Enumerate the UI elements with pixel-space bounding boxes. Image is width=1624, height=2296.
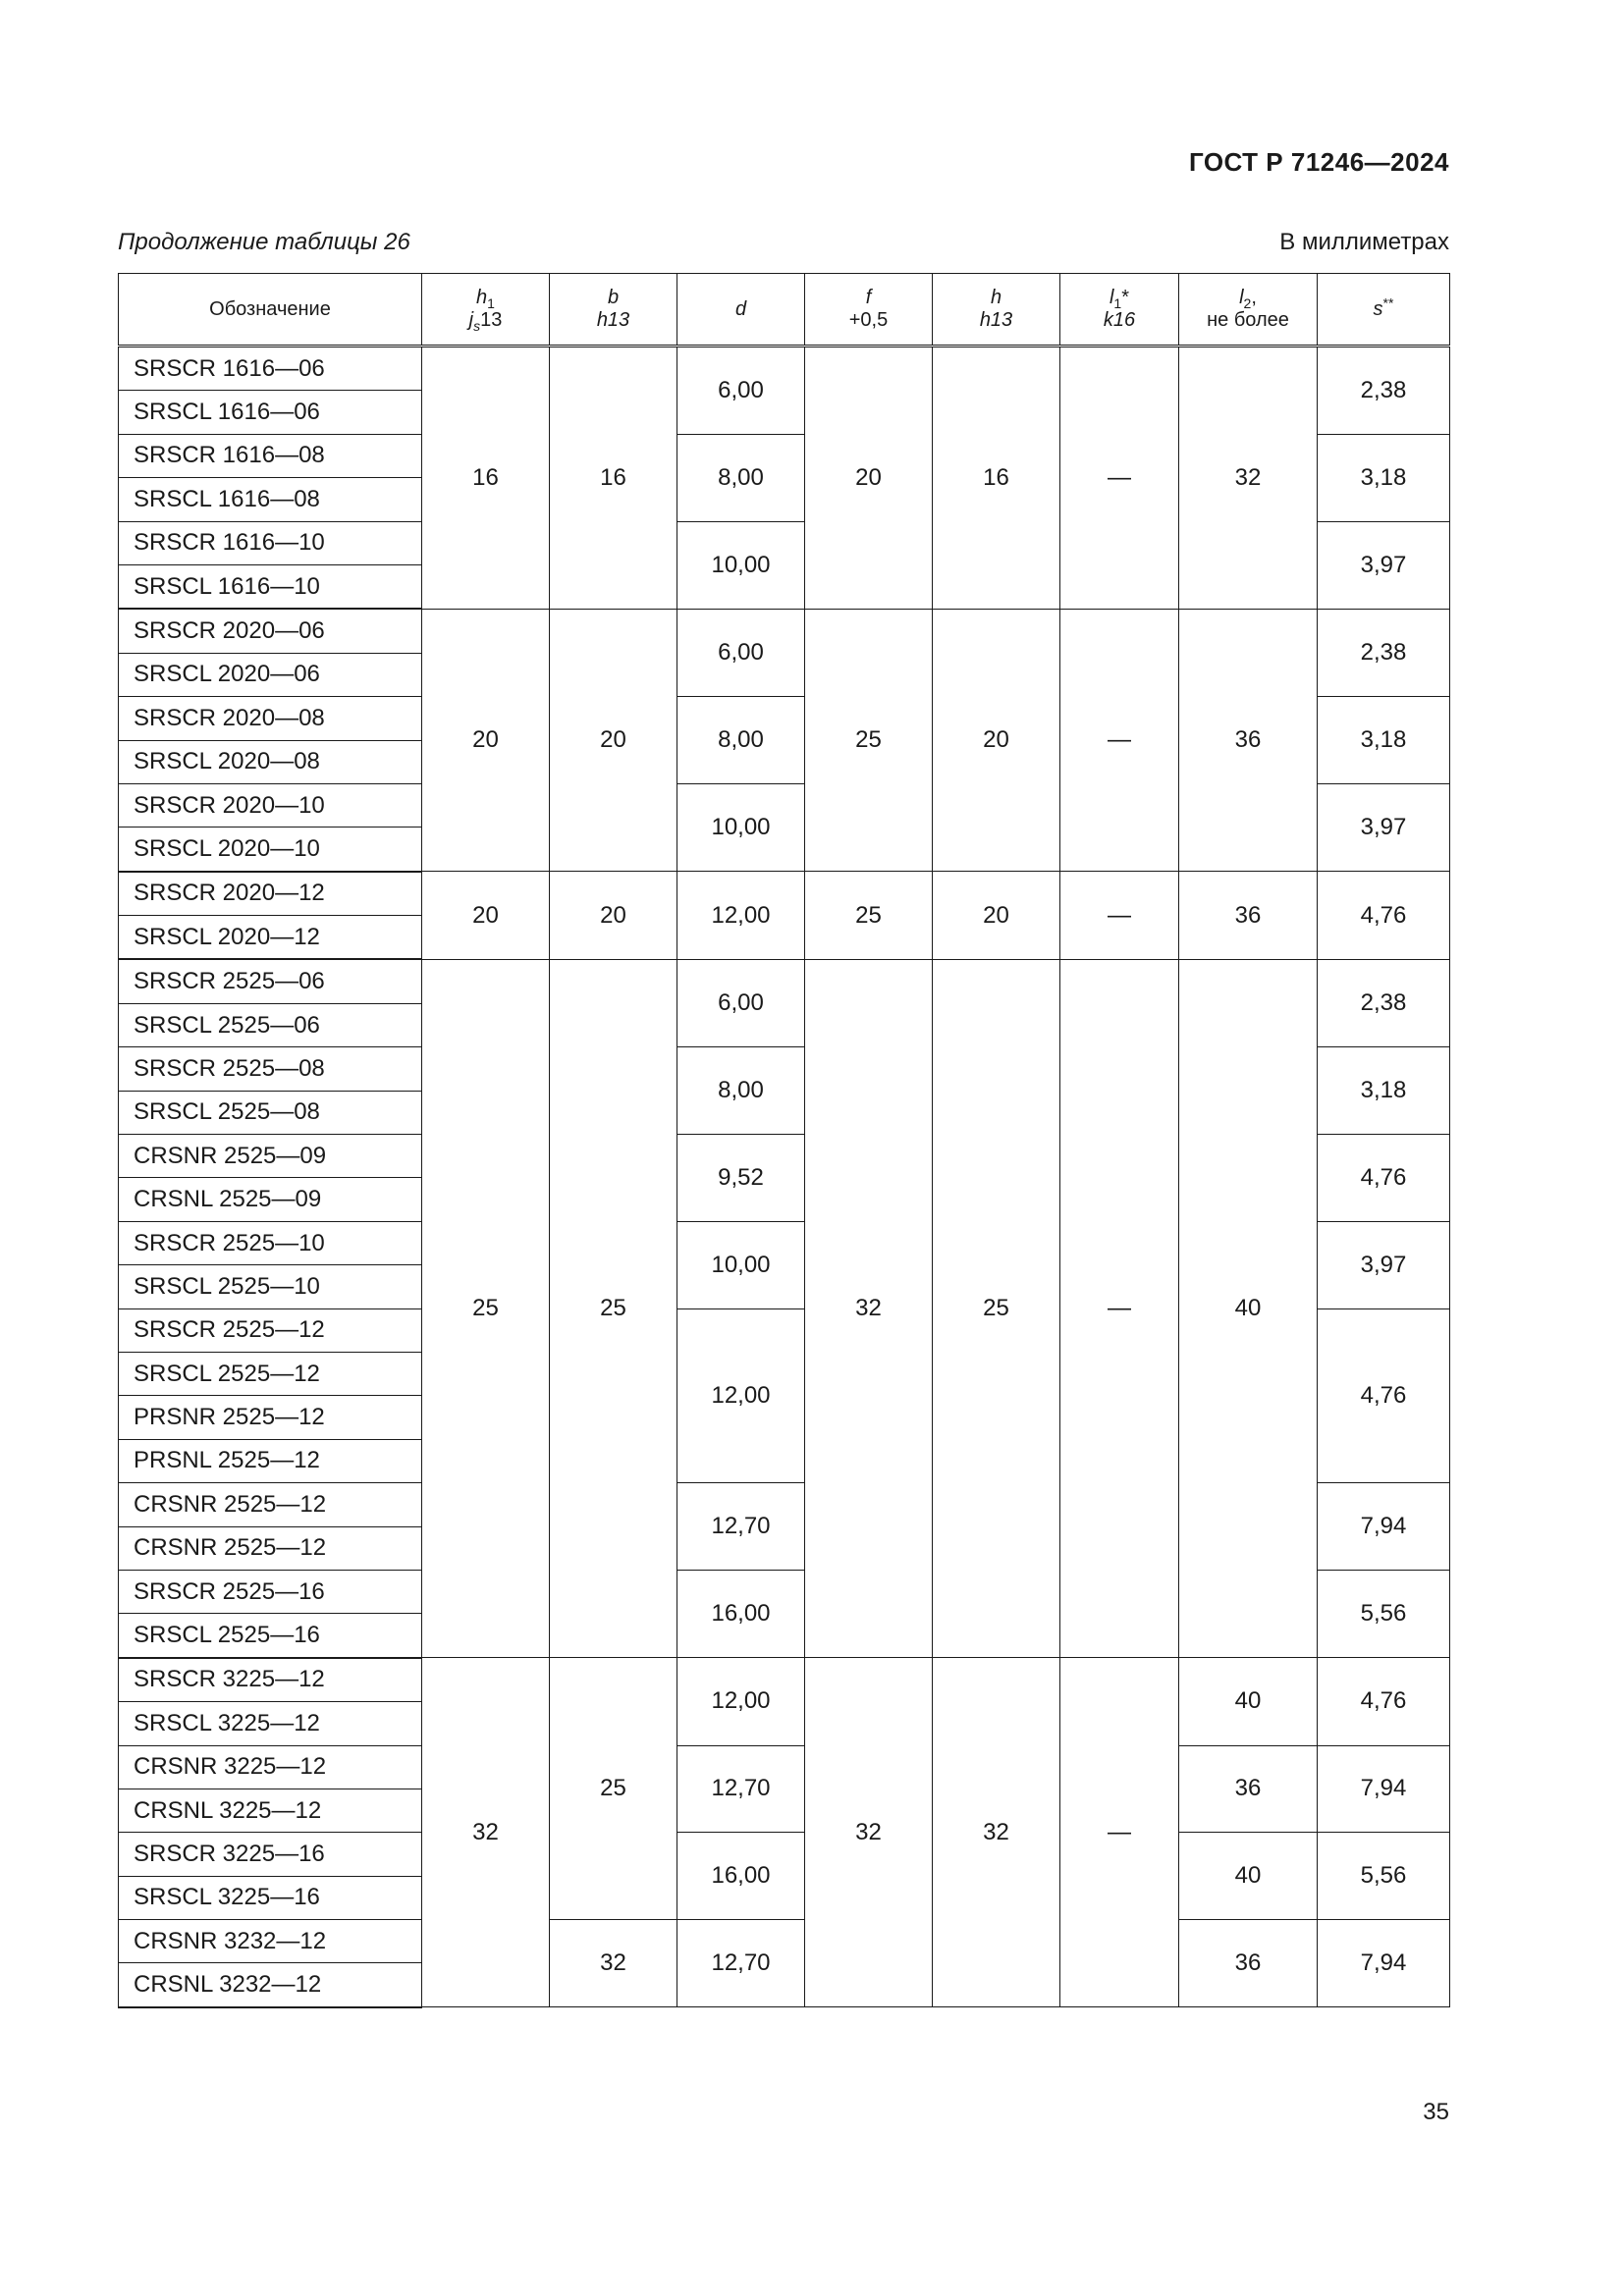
document-code: ГОСТ Р 71246—2024 bbox=[1188, 147, 1449, 177]
designation-cell: CRSNL 3225—12 bbox=[119, 1789, 422, 1832]
designation-cell: SRSCR 2525—08 bbox=[119, 1047, 422, 1091]
s-cell: 5,56 bbox=[1318, 1833, 1450, 1920]
designation-cell: CRSNL 3232—12 bbox=[119, 1963, 422, 2007]
designation-cell: SRSCR 2020—10 bbox=[119, 783, 422, 827]
l1-cell: — bbox=[1060, 1658, 1179, 2007]
designation-cell: SRSCR 2525—12 bbox=[119, 1308, 422, 1352]
s-cell: 4,76 bbox=[1318, 1308, 1450, 1483]
col-header-f: f +0,5 bbox=[805, 274, 933, 347]
designation-cell: CRSNR 2525—09 bbox=[119, 1135, 422, 1178]
d-cell: 6,00 bbox=[677, 347, 805, 435]
s-cell: 3,18 bbox=[1318, 1047, 1450, 1135]
b-cell: 20 bbox=[550, 872, 677, 960]
dimensions-table bbox=[118, 273, 1450, 2008]
table-row bbox=[119, 1745, 1450, 1789]
s-cell: 5,56 bbox=[1318, 1570, 1450, 1657]
l2-cell: 32 bbox=[1179, 347, 1318, 610]
designation-cell: CRSNR 2525—12 bbox=[119, 1526, 422, 1570]
designation-cell: SRSCR 2020—12 bbox=[119, 872, 422, 916]
l2-cell: 36 bbox=[1179, 609, 1318, 871]
d-cell: 6,00 bbox=[677, 959, 805, 1046]
l2-cell: 36 bbox=[1179, 1920, 1318, 2007]
s-cell: 4,76 bbox=[1318, 872, 1450, 960]
designation-cell: CRSNR 2525—12 bbox=[119, 1483, 422, 1526]
table-row bbox=[119, 609, 1450, 653]
d-cell: 16,00 bbox=[677, 1833, 805, 1920]
d-cell: 12,00 bbox=[677, 872, 805, 960]
designation-cell: SRSCR 3225—16 bbox=[119, 1833, 422, 1876]
b-cell: 16 bbox=[550, 347, 677, 610]
d-cell: 12,70 bbox=[677, 1745, 805, 1833]
b-cell: 32 bbox=[550, 1920, 677, 2007]
h-cell: 20 bbox=[933, 609, 1060, 871]
s-cell: 2,38 bbox=[1318, 959, 1450, 1046]
col-header-designation: Обозначение bbox=[119, 274, 422, 347]
table-row bbox=[119, 872, 1450, 916]
l1-cell: — bbox=[1060, 959, 1179, 1657]
s-cell: 4,76 bbox=[1318, 1658, 1450, 1745]
designation-cell: SRSCL 1616—10 bbox=[119, 564, 422, 609]
d-cell: 12,70 bbox=[677, 1920, 805, 2007]
d-cell: 12,70 bbox=[677, 1483, 805, 1571]
s-cell: 3,97 bbox=[1318, 521, 1450, 609]
col-header-h1: $h_1$ $j_s13$ bbox=[422, 274, 550, 347]
l1-cell: — bbox=[1060, 609, 1179, 871]
units-note: В миллиметрах bbox=[1279, 229, 1449, 255]
page-number: 35 bbox=[1423, 2099, 1449, 2125]
d-cell: 10,00 bbox=[677, 783, 805, 871]
l1-cell: — bbox=[1060, 872, 1179, 960]
b-cell: 20 bbox=[550, 609, 677, 871]
d-cell: 10,00 bbox=[677, 521, 805, 609]
l2-cell: 36 bbox=[1179, 872, 1318, 960]
s-cell: 4,76 bbox=[1318, 1135, 1450, 1222]
d-cell: 16,00 bbox=[677, 1570, 805, 1657]
designation-cell: SRSCR 2020—08 bbox=[119, 697, 422, 740]
d-cell: 6,00 bbox=[677, 609, 805, 696]
col-header-d: d bbox=[677, 274, 805, 347]
designation-cell: SRSCL 3225—16 bbox=[119, 1876, 422, 1919]
s-cell: 2,38 bbox=[1318, 347, 1450, 435]
s-cell: 3,18 bbox=[1318, 697, 1450, 784]
col-header-l2: $l_2$, не более bbox=[1179, 274, 1318, 347]
s-cell: 3,18 bbox=[1318, 434, 1450, 521]
table-caption: Продолжение таблицы 26 bbox=[118, 229, 410, 255]
l2-cell: 40 bbox=[1179, 959, 1318, 1657]
designation-cell: SRSCL 2020—10 bbox=[119, 828, 422, 872]
table-row bbox=[119, 1833, 1450, 1876]
h-cell: 25 bbox=[933, 959, 1060, 1657]
s-cell: 3,97 bbox=[1318, 1221, 1450, 1308]
designation-cell: SRSCR 2020—06 bbox=[119, 609, 422, 653]
col-header-s: s** bbox=[1318, 274, 1450, 347]
h1-cell: 32 bbox=[422, 1658, 550, 2007]
designation-cell: PRSNL 2525—12 bbox=[119, 1439, 422, 1482]
col-header-l1: $l_1*$ k16 bbox=[1060, 274, 1179, 347]
designation-cell: PRSNR 2525—12 bbox=[119, 1396, 422, 1439]
d-cell: 8,00 bbox=[677, 434, 805, 521]
designation-cell: SRSCL 2525—08 bbox=[119, 1091, 422, 1134]
designation-cell: SRSCL 2020—08 bbox=[119, 740, 422, 783]
l2-cell: 36 bbox=[1179, 1745, 1318, 1833]
col-header-b: b h13 bbox=[550, 274, 677, 347]
d-cell: 8,00 bbox=[677, 697, 805, 784]
d-cell: 10,00 bbox=[677, 1221, 805, 1308]
designation-cell: CRSNR 3225—12 bbox=[119, 1745, 422, 1789]
designation-cell: CRSNL 2525—09 bbox=[119, 1178, 422, 1221]
designation-cell: SRSCL 2525—12 bbox=[119, 1352, 422, 1395]
designation-cell: CRSNR 3232—12 bbox=[119, 1920, 422, 1963]
h-cell: 20 bbox=[933, 872, 1060, 960]
table-row bbox=[119, 347, 1450, 391]
d-cell: 9,52 bbox=[677, 1135, 805, 1222]
l1-cell: — bbox=[1060, 347, 1179, 610]
h-cell: 16 bbox=[933, 347, 1060, 610]
table-row bbox=[119, 959, 1450, 1003]
b-cell: 25 bbox=[550, 959, 677, 1657]
f-cell: 32 bbox=[805, 1658, 933, 2007]
h1-cell: 20 bbox=[422, 872, 550, 960]
f-cell: 20 bbox=[805, 347, 933, 610]
l2-cell: 40 bbox=[1179, 1658, 1318, 1745]
designation-cell: SRSCR 1616—08 bbox=[119, 434, 422, 477]
designation-cell: SRSCR 2525—10 bbox=[119, 1221, 422, 1264]
table-row bbox=[119, 1920, 1450, 1963]
table-row bbox=[119, 1658, 1450, 1702]
s-cell: 2,38 bbox=[1318, 609, 1450, 696]
s-cell: 7,94 bbox=[1318, 1745, 1450, 1833]
f-cell: 32 bbox=[805, 959, 933, 1657]
table-header-row bbox=[119, 274, 1450, 347]
s-cell: 7,94 bbox=[1318, 1920, 1450, 2007]
designation-cell: SRSCL 2525—16 bbox=[119, 1614, 422, 1658]
designation-cell: SRSCR 1616—10 bbox=[119, 521, 422, 564]
l2-cell: 40 bbox=[1179, 1833, 1318, 1920]
h1-cell: 16 bbox=[422, 347, 550, 610]
designation-cell: SRSCR 1616—06 bbox=[119, 347, 422, 391]
s-cell: 3,97 bbox=[1318, 783, 1450, 871]
designation-cell: SRSCL 3225—12 bbox=[119, 1702, 422, 1745]
col-header-h: h h13 bbox=[933, 274, 1060, 347]
s-cell: 7,94 bbox=[1318, 1483, 1450, 1571]
designation-cell: SRSCR 2525—06 bbox=[119, 959, 422, 1003]
d-cell: 12,00 bbox=[677, 1658, 805, 1745]
h1-cell: 25 bbox=[422, 959, 550, 1657]
designation-cell: SRSCL 2020—06 bbox=[119, 653, 422, 696]
designation-cell: SRSCR 2525—16 bbox=[119, 1570, 422, 1613]
f-cell: 25 bbox=[805, 872, 933, 960]
h1-cell: 20 bbox=[422, 609, 550, 871]
h-cell: 32 bbox=[933, 1658, 1060, 2007]
designation-cell: SRSCL 1616—06 bbox=[119, 391, 422, 434]
designation-cell: SRSCR 3225—12 bbox=[119, 1658, 422, 1702]
b-cell: 25 bbox=[550, 1658, 677, 1920]
d-cell: 12,00 bbox=[677, 1308, 805, 1483]
designation-cell: SRSCL 2525—06 bbox=[119, 1003, 422, 1046]
f-cell: 25 bbox=[805, 609, 933, 871]
d-cell: 8,00 bbox=[677, 1047, 805, 1135]
designation-cell: SRSCL 2525—10 bbox=[119, 1265, 422, 1308]
designation-cell: SRSCL 2020—12 bbox=[119, 916, 422, 960]
designation-cell: SRSCL 1616—08 bbox=[119, 478, 422, 521]
